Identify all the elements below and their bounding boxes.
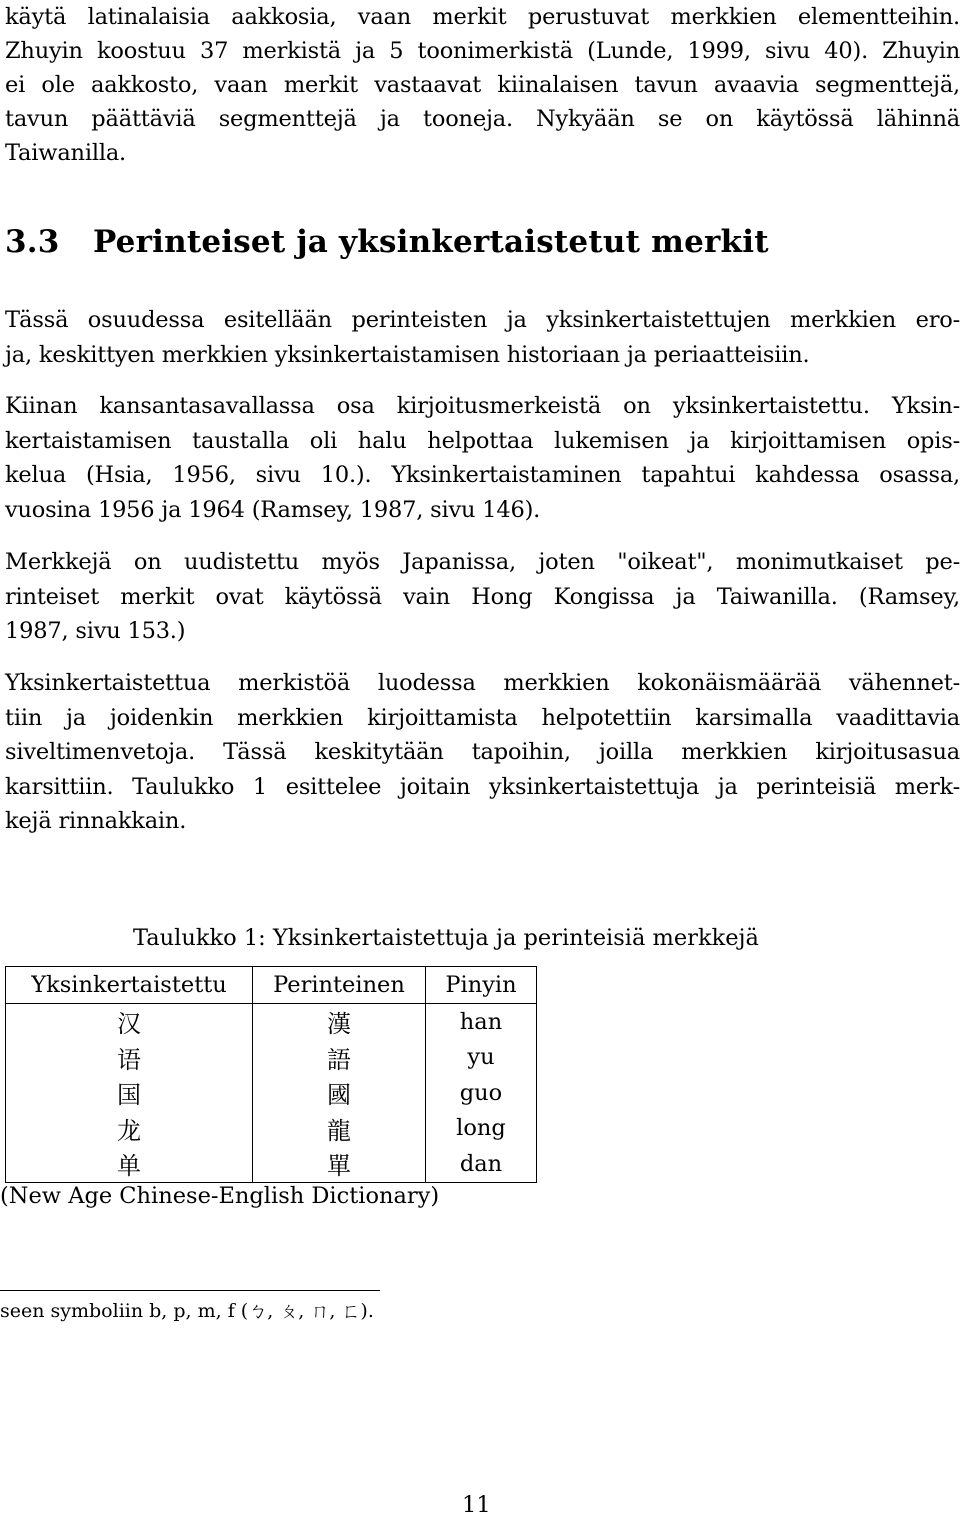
- text-line: Kiinan kansantasavallassa osa kirjoitusmerkeistä on yksinkertaistettu. Yksin-: [5, 393, 960, 419]
- pinyin-cell: yu: [426, 1040, 537, 1076]
- table-header-row: [6, 967, 537, 1004]
- text-line: kejä rinnakkain.: [5, 808, 187, 834]
- traditional-character: 漢: [253, 1004, 426, 1040]
- table-row: [6, 1075, 537, 1111]
- simplified-character: 单: [6, 1146, 253, 1182]
- text-line: kertaistamisen taustalla oli halu helpottaa lukemisen ja kirjoittamisen opis-: [5, 427, 960, 454]
- table-row: [6, 1146, 537, 1182]
- intro-paragraph: [5, 0, 960, 170]
- simplified-character: 国: [6, 1075, 253, 1111]
- traditional-character: 單: [253, 1146, 426, 1182]
- table-row: [6, 1040, 537, 1076]
- table-source: (New Age Chinese-English Dictionary): [0, 1183, 440, 1209]
- traditional-character: 語: [253, 1040, 426, 1076]
- pinyin-cell: long: [426, 1111, 537, 1147]
- section-number: 3.3: [5, 224, 60, 260]
- column-header-traditional: Perinteinen: [253, 967, 426, 1004]
- section-title: Perinteiset ja yksinkertaistetut merkit: [93, 224, 769, 260]
- table-caption: Taulukko 1: Yksinkertaistettuja ja perinteisiä merkkejä: [133, 925, 759, 951]
- text-line: ei ole aakkosto, vaan merkit vastaavat kiinalaisen tavun avaavia segmenttejä,: [5, 72, 960, 98]
- body-paragraph: [5, 303, 960, 372]
- body-paragraph: [5, 545, 960, 649]
- text-line: vuosina 1956 ja 1964 (Ramsey, 1987, sivu 146).: [5, 496, 541, 523]
- text-line: Yksinkertaistettua merkistöä luodessa merkkien kokonäismäärää vähennet-: [5, 670, 960, 696]
- traditional-character: 龍: [253, 1111, 426, 1147]
- simplified-character: 汉: [6, 1004, 253, 1040]
- document-page: [5, 0, 960, 834]
- column-header-simplified: Yksinkertaistettu: [6, 967, 253, 1004]
- text-line: rinteiset merkit ovat käytössä vain Hong Kongissa ja Taiwanilla. (Ramsey,: [5, 583, 960, 610]
- text-line: käytä latinalaisia aakkosia, vaan merkit perustuvat merkkien elementteihin.: [5, 4, 960, 30]
- footnote: seen symboliin b, p, m, f (ㄅ, ㄆ, ㄇ, ㄈ).: [0, 1300, 374, 1322]
- text-line: Tässä osuudessa esitellään perinteisten ja yksinkertaistettujen merkkien ero-: [5, 307, 960, 333]
- character-table: [5, 966, 537, 1183]
- pinyin-cell: dan: [426, 1146, 537, 1182]
- text-line: Zhuyin koostuu 37 merkistä ja 5 toonimerkistä (Lunde, 1999, sivu 40). Zhuyin: [5, 38, 960, 64]
- page-number: 11: [462, 1492, 491, 1518]
- body-paragraph: [5, 666, 960, 839]
- section-heading: [5, 224, 769, 260]
- text-line: kelua (Hsia, 1956, sivu 10.). Yksinkertaistaminen tapahtui kahdessa osassa,: [5, 462, 960, 488]
- text-line: karsittiin. Taulukko 1 esittelee joitain yksinkertaistettuja ja perinteisiä merk-: [5, 773, 960, 800]
- pinyin-cell: han: [426, 1004, 537, 1040]
- text-line: tavun päättäviä segmenttejä ja tooneja. Nykyään se on käytössä lähinnä: [5, 106, 960, 132]
- text-line: tiin ja joidenkin merkkien kirjoittamista helpotettiin karsimalla vaadittavia: [5, 704, 960, 731]
- table-row: [6, 1111, 537, 1147]
- traditional-character: 國: [253, 1075, 426, 1111]
- body-paragraph: [5, 389, 960, 527]
- simplified-character: 龙: [6, 1111, 253, 1147]
- text-line: Merkkejä on uudistettu myös Japanissa, joten "oikeat", monimutkaiset pe-: [5, 549, 960, 575]
- text-line: siveltimenvetoja. Tässä keskitytään tapoihin, joilla merkkien kirjoitusasua: [5, 739, 960, 765]
- table-row: [6, 1004, 537, 1040]
- simplified-character: 语: [6, 1040, 253, 1076]
- text-line: Taiwanilla.: [5, 140, 126, 166]
- footnote-rule: [0, 1290, 380, 1291]
- column-header-pinyin: Pinyin: [426, 967, 537, 1004]
- text-line: 1987, sivu 153.): [5, 618, 186, 644]
- text-line: ja, keskittyen merkkien yksinkertaistamisen historiaan ja periaatteisiin.: [5, 341, 810, 368]
- pinyin-cell: guo: [426, 1075, 537, 1111]
